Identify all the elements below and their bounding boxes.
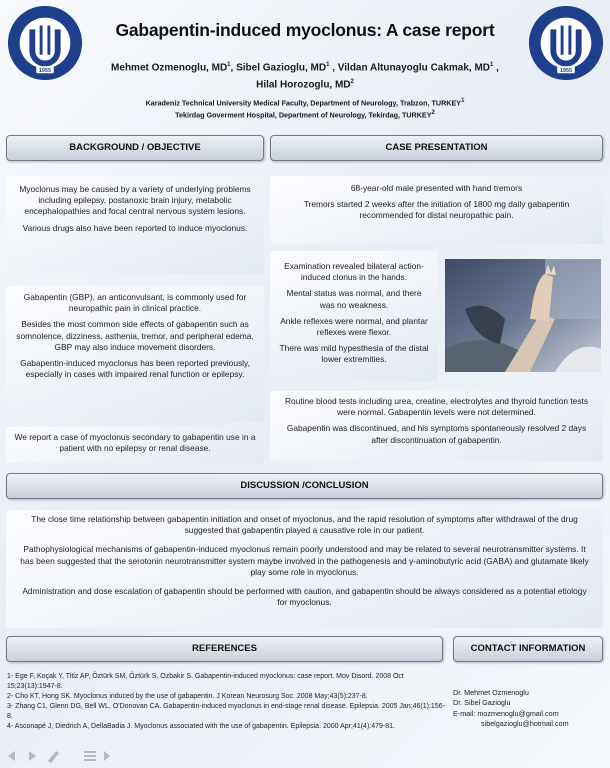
paragraph: Gabapentin (GBP), an anticonvulsant, is commonly used for neuropathic pain in clinical practice. <box>23 292 247 314</box>
case-section-header: CASE PRESENTATION <box>270 135 603 161</box>
case-box-1 <box>270 176 603 244</box>
contact-info <box>453 688 603 730</box>
reference-list <box>7 672 447 732</box>
paragraph: We report a case of myoclonus secondary to gabapentin use in a patient with no epilepsy or renal disease. <box>14 432 256 454</box>
paragraph: Tremors started 2 weeks after the initiation of 1800 mg daily gabapentin recommended for distal neuropathic pain. <box>303 199 570 221</box>
author-name: Sibel Gazioglu, MD <box>236 62 327 74</box>
discussion-box <box>6 510 603 628</box>
author-name: Mehmet Ozmenoglu, MD <box>111 62 228 74</box>
email-label: E-mail: <box>453 708 476 718</box>
university-logo-left <box>6 4 84 82</box>
poster-title: Gabapentin-induced myoclonus: A case report <box>115 20 495 40</box>
paragraph: The close time relationship between gabapentin initiation and onset of myoclonus, and the rapid resolution of symptoms after withdrawal of the drug suggested that gabapentin played a causative role in our patient. <box>31 514 578 536</box>
pen-icon[interactable] <box>48 751 59 763</box>
forward-arrow-icon[interactable] <box>29 751 36 761</box>
paragraph: Myoclonus may be caused by a variety of underlying problems including epilepsy, postanoxic brain injury, metabolic encephalopathies and focal central nervous system lesions. <box>19 184 251 217</box>
author-name: Vildan Altunayoglu Cakmak, MD <box>337 62 491 74</box>
university-logo-right <box>527 4 605 82</box>
back-arrow-icon[interactable] <box>8 751 15 761</box>
affiliation-marker: 1 <box>461 98 465 104</box>
reference-item: 1- Ege F, Koçak Y, Titiz AP, Öztürk SM, Öztürk S, Ozbakir S. Gabapentin-induced myoclonus: case report. Mov Disord. 2008 Oct 15;23(13):1947-8. <box>7 673 404 690</box>
menu-icon[interactable] <box>84 751 96 761</box>
affiliation-marker: 1 <box>326 62 330 68</box>
references-section-header: REFERENCES <box>6 636 443 662</box>
paragraph: Routine blood tests including urea, creatine, electrolytes and thyroid function tests were normal. Gabapentin levels were not determined. <box>284 396 589 418</box>
reference-item: 3- Zhang C1, Glenn DG, Bell WL, O'Donovan CA. Gabapentin-induced myoclonus in end-stage renal disease. Epilepsia. 2005 Jan;46(1):156-8. <box>7 703 445 720</box>
case-box-3 <box>270 391 603 461</box>
contact-section-header: CONTACT INFORMATION <box>453 636 603 662</box>
author-name: Hilal Horozoglu, MD <box>256 79 351 91</box>
paragraph: Various drugs also have been reported to induce myoclonus. <box>22 222 248 233</box>
affiliation-1: Karadeniz Technical University Medical Faculty, Department of Neurology, Trabzon, TURKEY <box>145 98 462 108</box>
paragraph: Ankle reflexes were normal, and plantar reflexes were flexor. <box>280 315 428 338</box>
background-box-1 <box>6 176 264 274</box>
affiliation-marker: 2 <box>350 79 354 86</box>
affiliation-marker: 1 <box>490 62 494 68</box>
contact-email[interactable]: mozmenoglu@gmail.com <box>477 708 559 718</box>
contact-name: Dr. Mehmet Ozmenoglu <box>453 688 529 697</box>
paragraph: Besides the most common side effects of gabapentin such as somnolence, dizziness, asthenia, tremor, and peripheral edema, GBP may also induce movement disorders. <box>16 319 254 352</box>
logo-year: 1955 <box>39 68 51 75</box>
author-list: Mehmet Ozmenoglu, $MD^1$, Sibel Gazioglu, $MD^1$ , Vildan Altunayoglu Cakmak, $MD^1$ , Hilal Horozoglu, $MD^2$ <box>111 62 499 91</box>
background-box-3 <box>6 427 264 463</box>
discussion-section-header: DISCUSSION /CONCLUSION <box>6 473 603 499</box>
paragraph: Gabapentin was discontinued, and his symptoms spontaneously resolved 2 days after discontinuation of gabapentin. <box>286 423 587 445</box>
paragraph: Administration and dose escalation of gabapentin should be performed with caution, and gabapentin should be always considered as a potential etiology for myoclonus. <box>22 586 587 608</box>
contact-email[interactable]: sibelgazioglu@hotmail.com <box>481 719 569 729</box>
affiliation-2: Tekirdag Goverment Hospital, Department of Neurology, Tekirdag, TURKEY <box>175 110 432 120</box>
paragraph: Gabapentin-induced myoclonus has been reported previously, especially in cases with impaired renal function or epilepsy. <box>20 358 250 380</box>
viewer-toolbar <box>6 748 116 764</box>
background-box-2 <box>6 286 264 422</box>
arrow-right-icon[interactable] <box>104 751 110 761</box>
background-section-header: BACKGROUND / OBJECTIVE <box>6 135 264 161</box>
logo-year: 1955 <box>560 68 572 75</box>
paragraph: Pathophysiological mechanisms of gabapentin-induced myoclonus remain poorly understood and may be related to several neurotransmitter systems. It has been suggested that the serotonin neurotransmitter system maybe involved in the pathogenesis and γ-aminobutyric acid (GABA) and glutamate likely play some role in myoclonus. <box>20 544 589 577</box>
paragraph: Mental status was normal, and there was no weakness. <box>286 288 422 310</box>
reference-item: 4- Asconapé J, Diedrich A, DellaBadia J. Myoclonus associated with the use of gabapentin. Epilepsia. 2000 Apr;41(4):479-81. <box>7 723 395 730</box>
paragraph: 68-year-old male presented with hand tremors <box>350 183 523 193</box>
affiliation-list <box>90 96 520 121</box>
case-box-2 <box>270 251 438 381</box>
affiliation-marker: 1 <box>227 62 231 68</box>
reference-item: 2- Cho KT, Hong SK. Myoclonus induced by the use of gabapentin. J Korean Neurosurg Soc. 2008 May;43(5):237-8. <box>7 693 368 700</box>
affiliation-marker: 2 <box>431 110 435 117</box>
paragraph: Examination revealed bilateral action-induced clonus in the hands. <box>284 261 424 283</box>
paragraph: There was mild hypesthesia of the distal lower extremities. <box>279 343 429 365</box>
contact-name: Dr. Sibel Gazioglu <box>453 698 511 708</box>
patient-photo <box>445 259 601 372</box>
